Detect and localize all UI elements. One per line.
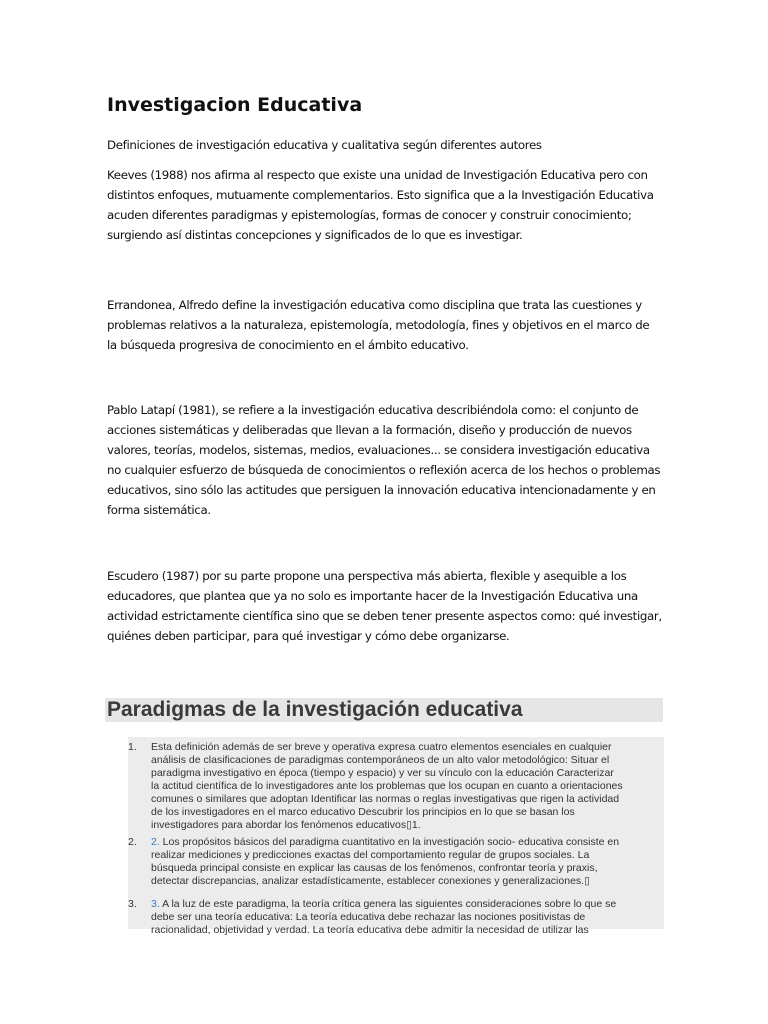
paragraph-line: la búsqueda progresiva de conocimiento en el ámbito educativo.	[107, 338, 469, 352]
list-item-line: investigadores para abordar los fenómenos educativos▯1.	[151, 819, 421, 831]
list-item-line: búsqueda principal consiste en explicar las causas de los fenómenos, confrontar teoría y praxis,	[151, 862, 598, 874]
list-item-line: paradigma investigativo en época (tiempo y espacio) y ver su vínculo con la educación Caracterizar	[151, 767, 614, 779]
list-item-number: 3.	[128, 898, 137, 910]
list-item-number: 2.	[128, 836, 137, 848]
paragraph-line: Escudero (1987) por su parte propone una perspectiva más abierta, flexible y asequible a los	[107, 569, 627, 583]
list-item-text	[151, 741, 661, 832]
list-item-text	[151, 898, 661, 937]
list-item-line: realizar mediciones y predicciones exactas del comportamiento regular de grupos sociales. La	[151, 849, 590, 861]
paragraph-line: educativos, sino sólo las actitudes que persiguen la innovación educativa intencionadamente y en	[107, 483, 656, 497]
list-item-line-text: Los propósitos básicos del paradigma cuantitativo en la investigación socio- educativa consiste en	[159, 836, 620, 848]
list-item-line: de los investigadores en el marco educativo Descubrir los principios en lo que se basan los	[151, 806, 575, 818]
paradigms-list	[128, 737, 664, 936]
list-item-line: Esta definición además de ser breve y operativa expresa cuatro elementos esenciales en cualquier	[151, 741, 612, 753]
paragraph-line: Keeves (1988) nos afirma al respecto que existe una unidad de Investigación Educativa pero con	[107, 168, 648, 182]
paragraph-line: Pablo Latapí (1981), se refiere a la investigación educativa describiéndola como: el conjunto de	[107, 403, 639, 417]
paragraph-line: distintos enfoques, mutuamente complementarios. Esto significa que a la Investigación Educativa	[107, 188, 654, 202]
paragraph-line: actividad estrictamente científica sino que se deben tener presente aspectos como: qué investigar,	[107, 609, 662, 623]
list-item-line	[151, 836, 661, 849]
list-item-line	[151, 898, 661, 911]
list-item-line: detectar discrepancias, analizar estadísticamente, establecer conexiones y generalizaciones.▯	[151, 875, 590, 887]
paragraph-errandonea	[107, 295, 667, 355]
paragraph-line: acuden diferentes paradigmas y epistemologías, formas de conocer y construir conocimiento;	[107, 208, 632, 222]
list-item-line: la actitud científica de lo investigadores ante los problemas que los ocupan en cuanto a orientaciones	[151, 780, 623, 792]
paragraph-line: valores, teorías, modelos, sistemas, medios, evaluaciones... se considera investigación educativa	[107, 443, 650, 457]
paragraph-latapi	[107, 400, 667, 520]
list-item-line: comunes o similares que adoptan Identificar las normas o reglas investigativas que rigen la actividad	[151, 793, 620, 805]
list-item-line: racionalidad, objetividad y verdad. La teoría educativa debe admitir la necesidad de utilizar las	[151, 924, 589, 936]
inline-number-link[interactable]: 2.	[151, 836, 160, 848]
paragraph-line: surgiendo así distintas concepciones y significados de lo que es investigar.	[107, 228, 523, 242]
page-title: Investigacion Educativa	[107, 94, 363, 116]
list-item-line-text: A la luz de este paradigma, la teoría crítica genera las siguientes consideraciones sobre lo que se	[159, 898, 617, 910]
paragraph-line: educadores, que plantea que ya no solo es importante hacer de la Investigación Educativa una	[107, 589, 638, 603]
paragraph-line: Errandonea, Alfredo define la investigación educativa como disciplina que trata las cuestiones y	[107, 298, 642, 312]
paragraph-line: problemas relativos a la naturaleza, epistemología, metodología, fines y objetivos en el marco de	[107, 318, 650, 332]
document-subtitle: Definiciones de investigación educativa y cualitativa según diferentes autores	[107, 138, 542, 152]
paragraph-keeves	[107, 165, 667, 245]
section-heading: Paradigmas de la investigación educativa	[107, 698, 523, 721]
list-item-line: análisis de clasificaciones de paradigmas contemporáneos de un alto valor metodológico: Situar el	[151, 754, 610, 766]
paragraph-line: acciones sistemáticas y deliberadas que llevan a la formación, diseño y producción de nuevos	[107, 423, 632, 437]
paragraph-line: quiénes deben participar, para qué investigar y cómo debe organizarse.	[107, 629, 510, 643]
inline-number-link[interactable]: 3.	[151, 898, 160, 910]
list-item-number: 1.	[128, 741, 137, 753]
list-item-line: debe ser una teoría educativa: La teoría educativa debe rechazar las nociones positivistas de	[151, 911, 586, 923]
paragraph-escudero	[107, 566, 667, 646]
paragraph-line: forma sistemática.	[107, 503, 211, 517]
list-item-text	[151, 836, 661, 888]
paragraph-line: no cualquier esfuerzo de búsqueda de conocimientos o reflexión acerca de los hechos o problemas	[107, 463, 661, 477]
